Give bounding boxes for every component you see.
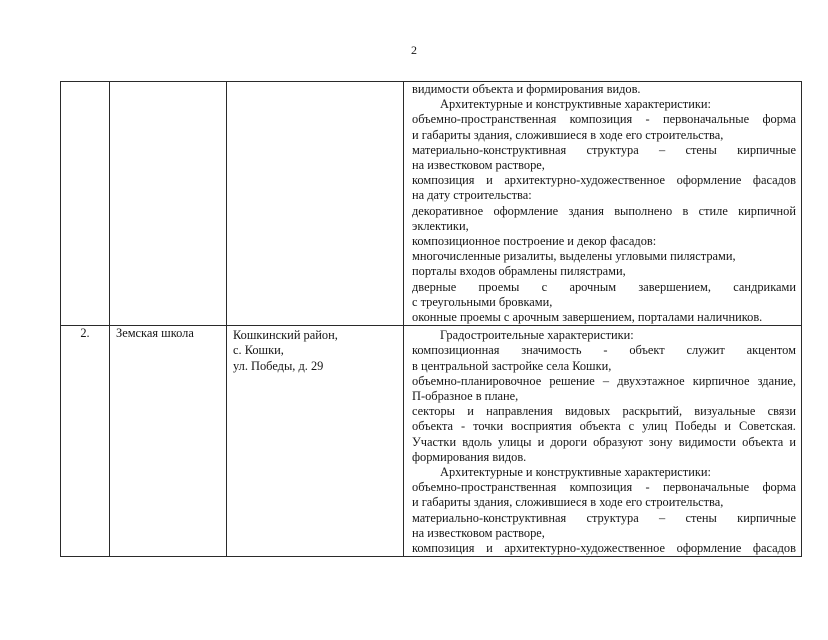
table-row: [61, 82, 802, 326]
description-line: композиция и архитектурно-художественное оформление фасадов: [412, 173, 796, 188]
description-line: секторы и направления видовых раскрытий, визуальные связи: [412, 404, 796, 419]
object-name-cell: [110, 82, 227, 326]
description-line: декоративное оформление здания выполнено в стиле кирпичной: [412, 203, 796, 218]
address-cell: [227, 326, 404, 557]
description-line: объемно-пространственная композиция - первоначальные форма: [412, 112, 796, 127]
description-line: композиционная значимость - объект служит акцентом: [412, 343, 796, 358]
object-name-cell: Земская школа: [110, 326, 227, 557]
description-line: дверные проемы с арочным завершением, сандриками: [412, 279, 796, 294]
description-line: композиция и архитектурно-художественное оформление фасадов: [412, 541, 796, 556]
address-line: Кошкинский район,: [233, 328, 338, 343]
page-number: 2: [411, 43, 417, 57]
description-line: порталы входов обрамлены пилястрами,: [412, 264, 626, 279]
description-lines: [412, 82, 796, 325]
row-number-cell: 2.: [61, 326, 110, 557]
description-line: Архитектурные и конструктивные характеристики:: [440, 465, 711, 480]
description-line: Участки вдоль улицы и дороги образуют зону видимости объекта и: [412, 434, 796, 449]
description-line: композиционное построение и декор фасадов:: [412, 234, 657, 249]
description-line: и габариты здания, сложившиеся в ходе его строительства,: [412, 495, 724, 510]
description-line: на известковом растворе,: [412, 525, 545, 540]
description-line: формирования видов.: [412, 449, 527, 464]
address-lines: [233, 326, 403, 374]
description-line: материально-конструктивная структура – стены кирпичные: [412, 510, 796, 525]
description-line: П-образное в плане,: [412, 389, 519, 404]
description-cell: [404, 326, 802, 557]
description-cell: [404, 82, 802, 326]
description-line: объекта - точки восприятия объекта с улиц Победы и Советская.: [412, 419, 796, 434]
description-line: на дату строительства:: [412, 188, 532, 203]
address-line: с. Кошки,: [233, 343, 284, 358]
description-line: Архитектурные и конструктивные характеристики:: [440, 97, 711, 112]
address-line: ул. Победы, д. 29: [233, 358, 324, 373]
description-line: Градостроительные характеристики:: [440, 328, 634, 343]
heritage-objects-table: [60, 81, 802, 557]
row-number-cell: [61, 82, 110, 326]
address-cell: [227, 82, 404, 326]
description-line: видимости объекта и формирования видов.: [412, 82, 641, 96]
description-line: эклектики,: [412, 218, 469, 233]
description-line: объемно-планировочное решение – двухэтажное кирпичное здание,: [412, 373, 796, 388]
description-line: с треугольными бровками,: [412, 294, 553, 309]
description-line: материально-конструктивная структура – стены кирпичные: [412, 142, 796, 157]
description-line: оконные проемы с арочным завершением, порталами наличников.: [412, 310, 763, 325]
description-line: объемно-пространственная композиция - первоначальные форма: [412, 480, 796, 495]
description-line: на известковом растворе,: [412, 158, 545, 173]
description-line: и габариты здания, сложившиеся в ходе его строительства,: [412, 127, 724, 142]
address-lines: [233, 82, 403, 84]
description-line: многочисленные ризалиты, выделены угловыми пилястрами,: [412, 249, 736, 264]
description-line: в центральной застройке села Кошки,: [412, 358, 612, 373]
description-lines: [412, 326, 796, 556]
table-row: [61, 326, 802, 557]
